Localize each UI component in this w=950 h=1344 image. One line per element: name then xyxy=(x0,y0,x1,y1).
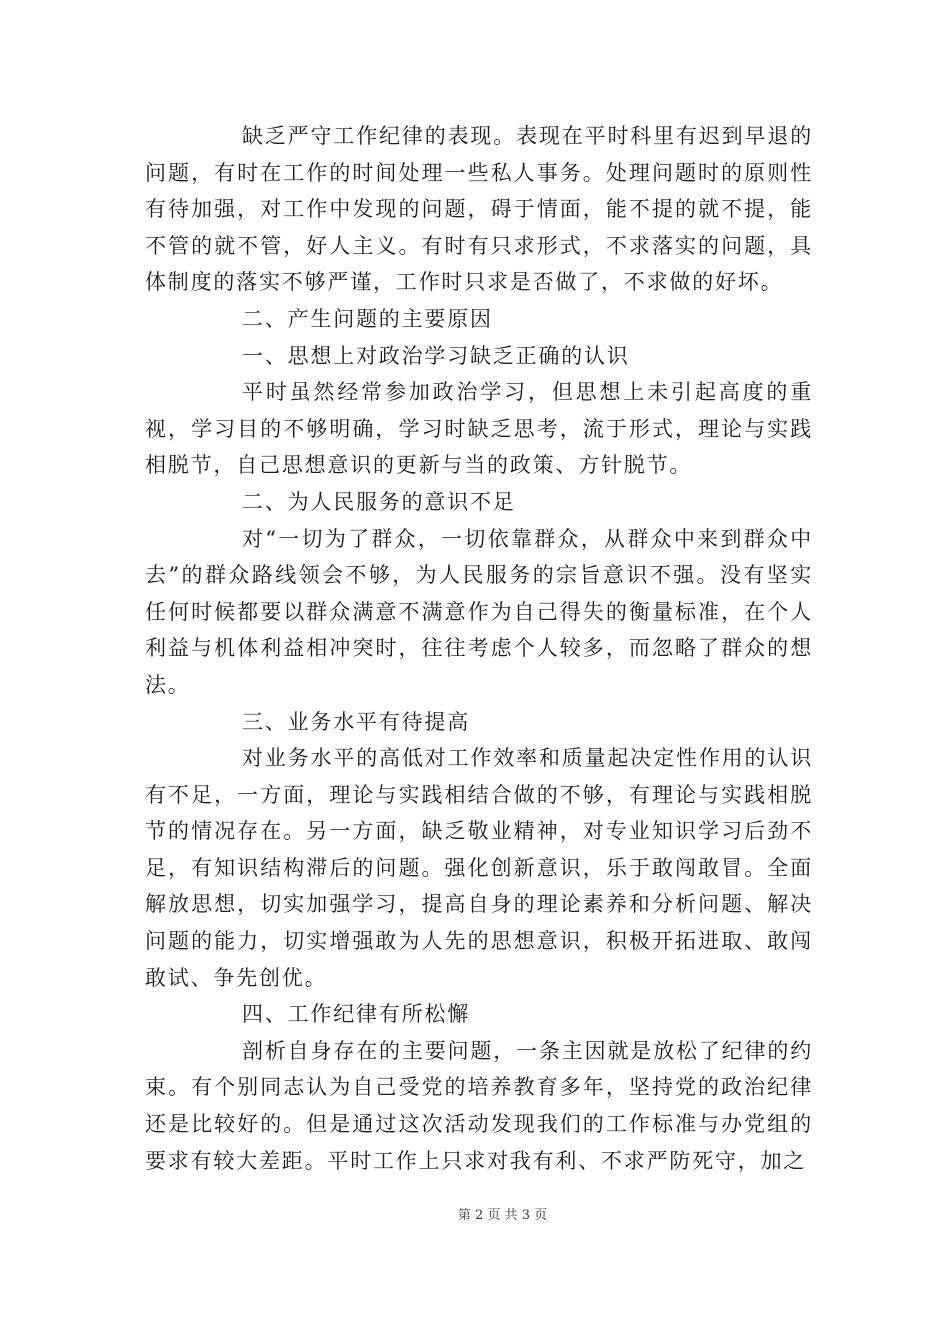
paragraph-service-awareness: 对“一切为了群众，一切依靠群众，从群众中来到群众中去”的群众路线领会不够，为人民服务的宗旨意识不强。没有坚实任何时候都要以群众满意不满意作为自己得失的衡量标准，在个人利益与机体利益相冲突时，往往考虑个人较多，而忽略了群众的想法。 xyxy=(145,526,813,697)
paragraph-business-level: 对业务水平的高低对工作效率和质量起决定性作用的认识有不足，一方面，理论与实践相结合做的不够，有理论与实践相脱节的情况存在。另一方面，缺乏敬业精神，对专业知识学习后劲不足，有知识结构滞后的问题。强化创新意识，乐于敢闯敢冒。全面解放思想，切实加强学习，提高自身的理论素养和分析问题、解决问题的能力，切实增强敢为人先的思想意识，积极开拓进取、敢闯敢试、争先创优。 xyxy=(145,746,813,990)
paragraph-discipline-lapses: 缺乏严守工作纪律的表现。表现在平时科里有迟到早退的问题，有时在工作的时间处理一些私人事务。处理问题时的原则性有待加强，对工作中发现的问题，碍于情面，能不提的就不提，能不管的就不管，好人主义。有时有只求形式，不求落实的问题，具体制度的落实不够严谨，工作时只求是否做了，不求做的好坏。 xyxy=(145,124,813,295)
subheading-business-level: 三、业务水平有待提高 xyxy=(242,709,470,734)
subheading-work-discipline: 四、工作纪律有所松懈 xyxy=(242,1002,470,1027)
section-heading-causes: 二、产生问题的主要原因 xyxy=(242,306,493,331)
document-body xyxy=(145,118,813,1179)
paragraph-political-study: 平时虽然经常参加政治学习，但思想上未引起高度的重视，学习目的不够明确，学习时缺乏思考，流于形式，理论与实践相脱节，自己思想意识的更新与当的政策、方针脱节。 xyxy=(145,380,813,478)
paragraph-work-discipline: 剖析自身存在的主要问题，一条主因就是放松了纪律的约束。有个别同志认为自己受党的培养教育多年，坚持党的政治纪律还是比较好的。但是通过这次活动发现我们的工作标准与办党组的要求有较大差距。平时工作上只求对我有利、不求严防死守，加之 xyxy=(145,1038,813,1173)
subheading-service-awareness: 二、为人民服务的意识不足 xyxy=(242,489,516,514)
page-number-footer: 第 2 页 共 3 页 xyxy=(457,1208,548,1223)
subheading-political-study: 一、思想上对政治学习缺乏正确的认识 xyxy=(242,343,630,368)
